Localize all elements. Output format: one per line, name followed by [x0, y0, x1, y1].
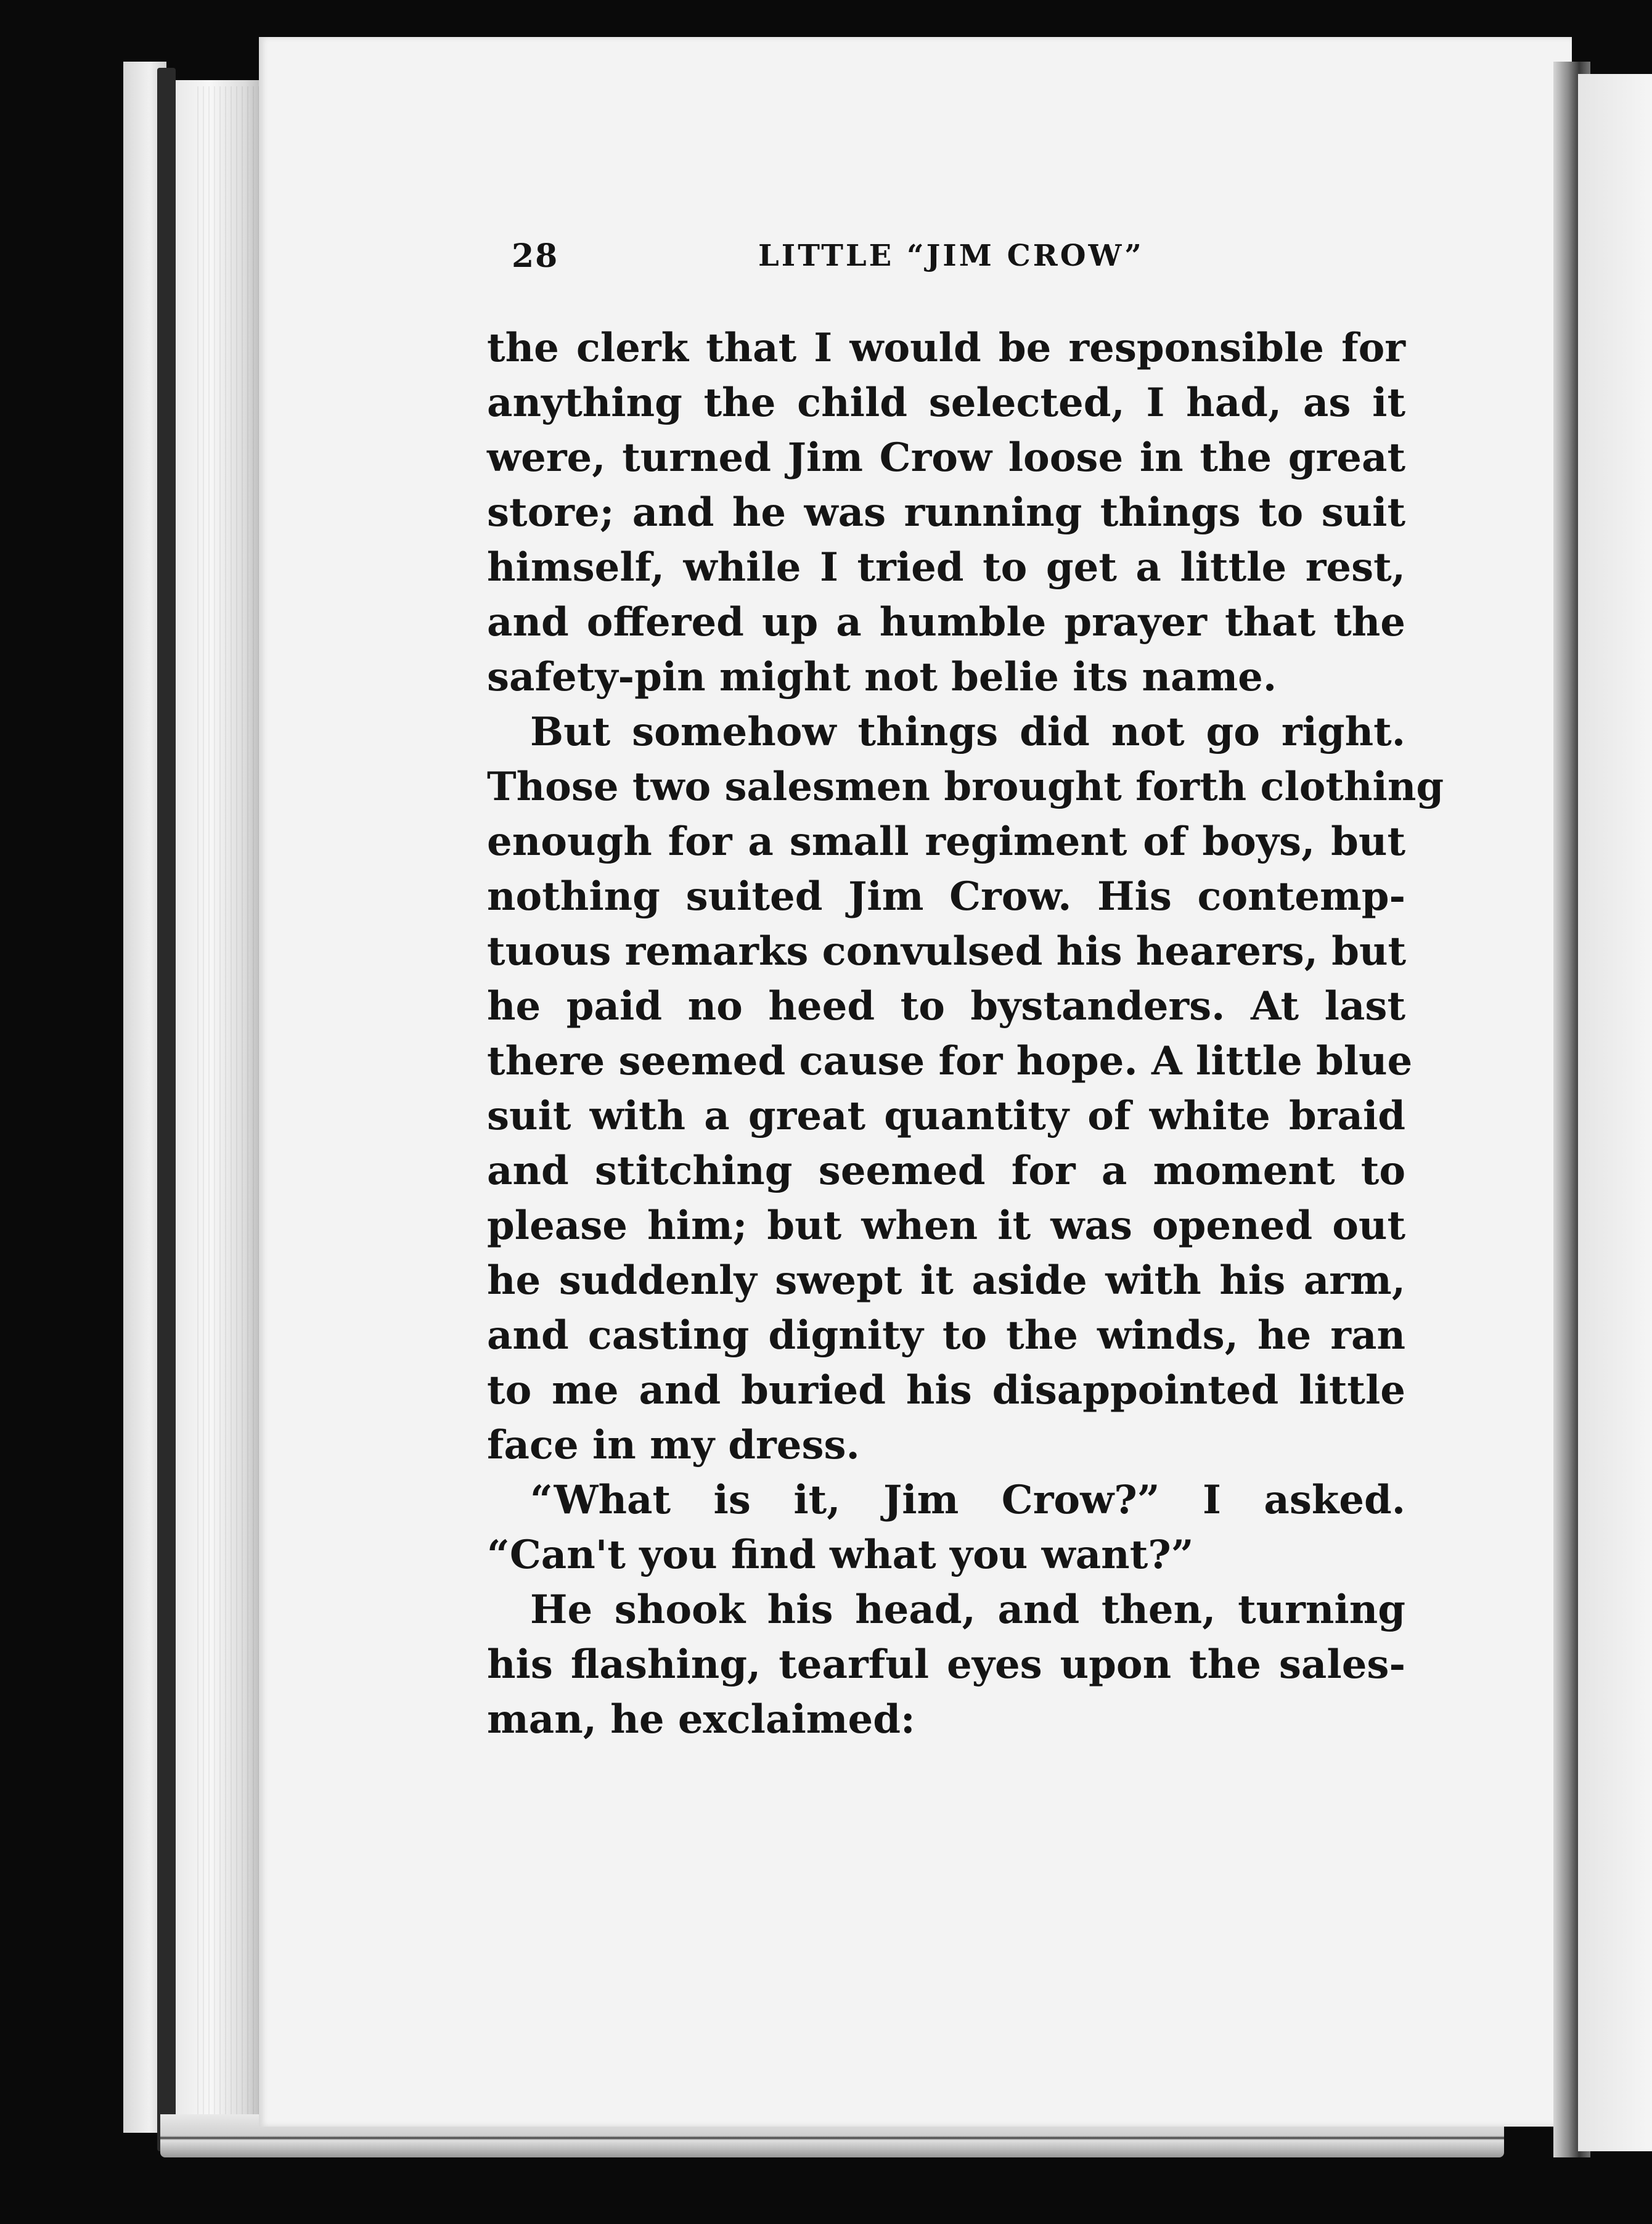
text-line: Those two salesmen brought forth clothing	[487, 764, 1444, 810]
text-line: “What is it, Jim Crow?” I asked.	[530, 1477, 1405, 1523]
text-line: safety-pin might not belie its name.	[487, 654, 1277, 700]
text-line: enough for a small regiment of boys, but	[487, 819, 1405, 865]
text-line: But somehow things did not go right.	[530, 709, 1405, 755]
page-number: 28	[512, 237, 559, 275]
paragraph	[487, 705, 1444, 1473]
text-line: “Can't you find what you want?”	[487, 1532, 1194, 1578]
text-line: tuous remarks convulsed his hearers, but	[487, 928, 1407, 975]
page-stack-lines	[197, 86, 259, 2120]
facing-page-edge	[1578, 74, 1652, 2151]
text-line: himself, while I tried to get a little rest,	[487, 544, 1405, 591]
paragraph	[487, 1582, 1405, 1747]
text-line: please him; but when it was opened out	[487, 1203, 1405, 1249]
text-line: to me and buried his disappointed little	[487, 1367, 1405, 1413]
running-title: LITTLE “JIM CROW”	[758, 239, 1144, 273]
paragraph	[487, 1473, 1405, 1582]
text-line: were, turned Jim Crow loose in the great	[487, 435, 1405, 481]
text-line: the clerk that I would be responsible for	[487, 325, 1405, 371]
text-line: he paid no heed to bystanders. At last	[487, 983, 1405, 1029]
text-line: store; and he was running things to suit	[487, 489, 1405, 536]
text-line: man, he exclaimed:	[487, 1696, 915, 1743]
text-line: and offered up a humble prayer that the	[487, 599, 1405, 645]
cover-edge	[157, 68, 176, 2151]
text-line: suit with a great quantity of white braid	[487, 1093, 1405, 1139]
text-line: his flashing, tearful eyes upon the sales-	[487, 1641, 1405, 1688]
text-line: nothing suited Jim Crow. His contemp-	[487, 873, 1405, 920]
body-text	[487, 321, 1444, 1747]
text-line: anything the child selected, I had, as it	[487, 380, 1405, 426]
running-header	[512, 237, 1405, 280]
text-line: he suddenly swept it aside with his arm,	[487, 1257, 1405, 1304]
text-line: and casting dignity to the winds, he ran	[487, 1312, 1405, 1359]
paragraph	[487, 321, 1405, 705]
text-line: there seemed cause for hope. A little blue	[487, 1038, 1413, 1084]
text-line: face in my dress.	[487, 1422, 860, 1468]
text-line: He shook his head, and then, turning	[530, 1587, 1405, 1633]
text-line: and stitching seemed for a moment to	[487, 1148, 1405, 1194]
